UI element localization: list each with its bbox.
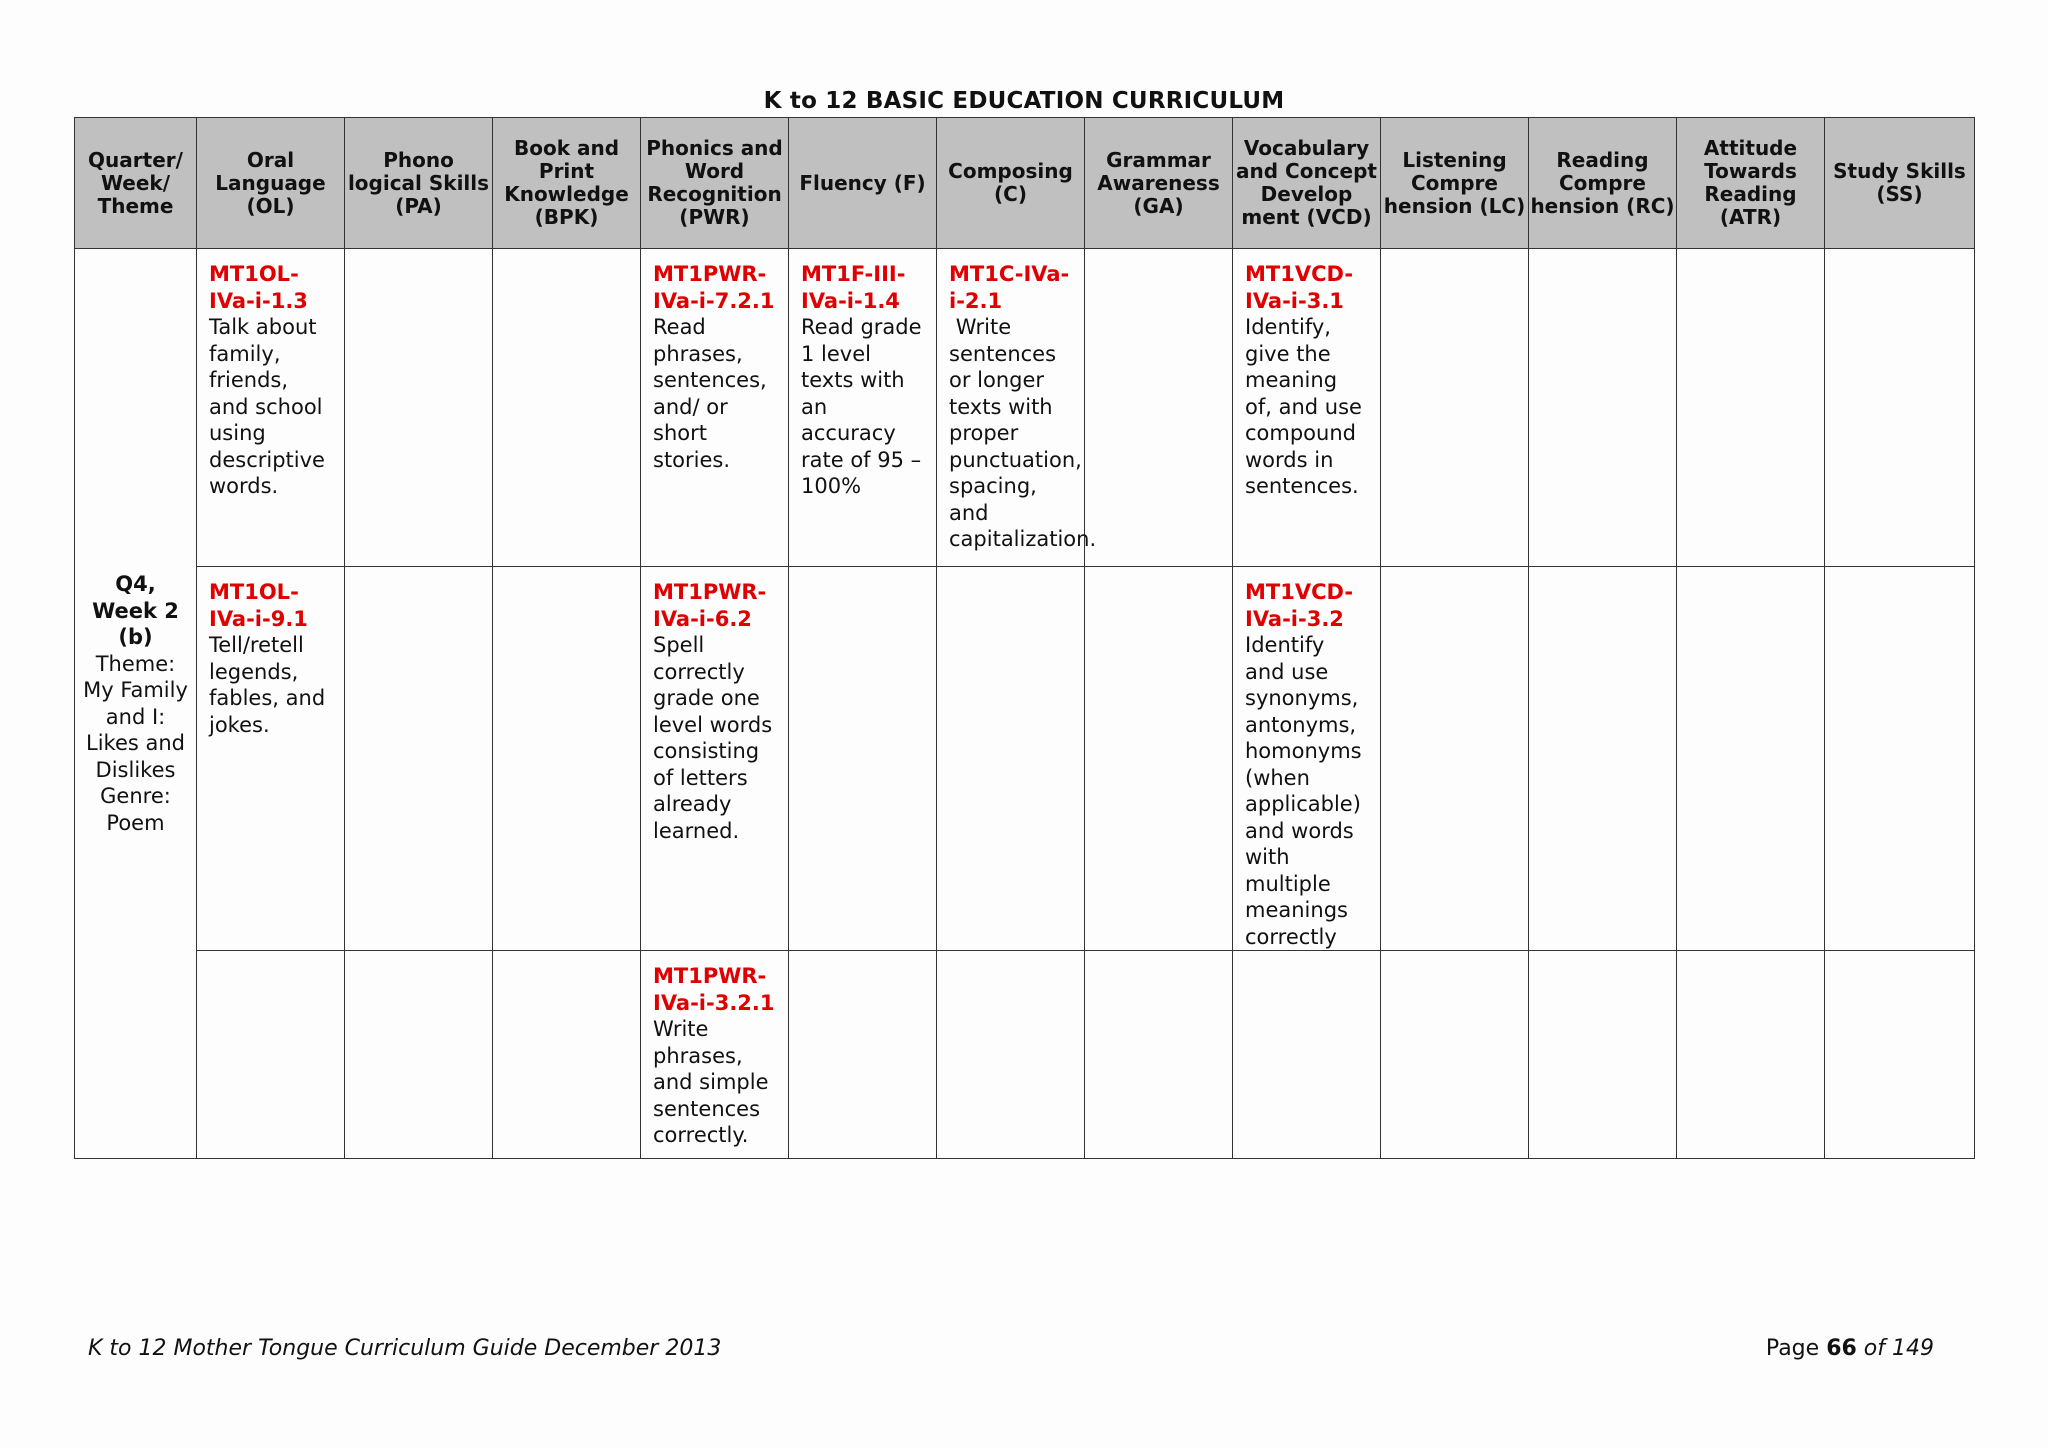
header-vocabulary-concept-development: Vocabulary and Concept Develop ment (VCD) [1233, 118, 1381, 249]
rc-cell [1529, 567, 1677, 951]
atr-cell [1677, 567, 1825, 951]
competency-description: Talk about family, friends, and school using descriptive words. [209, 315, 325, 498]
quarter-label: Q4, [115, 572, 156, 596]
competency-code: MT1OL-IVa-i-9.1 [209, 580, 308, 631]
rc-cell [1529, 249, 1677, 567]
bpk-cell [493, 567, 641, 951]
competency-description: Read grade 1 level texts with an accuracy rate of 95 – 100% [801, 315, 922, 498]
header-reading-comprehension: Reading Compre hension (RC) [1529, 118, 1677, 249]
header-row [75, 118, 1975, 249]
page-number [1766, 1336, 1934, 1361]
page-total: of 149 [1856, 1336, 1934, 1361]
c-cell [937, 567, 1085, 951]
page-prefix: Page [1765, 1336, 1827, 1361]
footer-guide-title: K to 12 Mother Tongue Curriculum Guide December 2013 [88, 1336, 722, 1361]
header-phonics-word-recognition: Phonics and Word Recognition (PWR) [641, 118, 789, 249]
bpk-cell [493, 951, 641, 1159]
header-attitude-towards-reading: Attitude Towards Reading (ATR) [1677, 118, 1825, 249]
page-title: K to 12 BASIC EDUCATION CURRICULUM [763, 88, 1285, 114]
header-grammar-awareness: Grammar Awareness (GA) [1085, 118, 1233, 249]
table-row [75, 249, 1975, 567]
pwr-cell [641, 567, 789, 951]
header-fluency: Fluency (F) [789, 118, 937, 249]
competency-description: Spell correctly grade one level words consisting of letters already learned. [653, 633, 773, 843]
atr-cell [1677, 951, 1825, 1159]
header-quarter-week-theme: Quarter/ Week/ Theme [75, 118, 197, 249]
theme-cell [75, 249, 197, 1159]
vcd-cell [1233, 249, 1381, 567]
ol-cell [197, 951, 345, 1159]
table-row [75, 951, 1975, 1159]
ga-cell [1085, 567, 1233, 951]
lc-cell [1381, 951, 1529, 1159]
competency-code: MT1PWR-IVa-i-3.2.1 [653, 964, 775, 1015]
competency-description: Identify, give the meaning of, and use compound words in sentences. [1245, 315, 1362, 498]
bpk-cell [493, 249, 641, 567]
atr-cell [1677, 249, 1825, 567]
ol-cell [197, 249, 345, 567]
ss-cell [1825, 567, 1975, 951]
pwr-cell [641, 951, 789, 1159]
ss-cell [1825, 951, 1975, 1159]
ol-cell [197, 567, 345, 951]
competency-code: MT1F-III-IVa-i-1.4 [801, 262, 906, 313]
lc-cell [1381, 249, 1529, 567]
competency-description: Write sentences or longer texts with proper punctuation, spacing, and capitalization. [949, 315, 1097, 551]
f-cell [789, 951, 937, 1159]
header-oral-language: Oral Language (OL) [197, 118, 345, 249]
header-composing: Composing (C) [937, 118, 1085, 249]
f-cell [789, 567, 937, 951]
theme-genre-text: Theme: My Family and I: Likes and Dislikes Genre: Poem [83, 651, 188, 835]
table-row [75, 567, 1975, 951]
header-book-print-knowledge: Book and Print Knowledge (BPK) [493, 118, 641, 249]
ga-cell [1085, 951, 1233, 1159]
competency-description: Write phrases, and simple sentences correctly. [653, 1017, 769, 1147]
week-label: Week 2 [92, 598, 179, 623]
header-study-skills: Study Skills (SS) [1825, 118, 1975, 249]
lc-cell [1381, 567, 1529, 951]
rc-cell [1529, 951, 1677, 1159]
f-cell [789, 249, 937, 567]
c-cell [937, 249, 1097, 567]
vcd-cell [1233, 951, 1381, 1159]
competency-code: MT1C-IVa-i-2.1 [949, 262, 1070, 313]
week-part-label: (b) [118, 625, 153, 649]
pa-cell [345, 951, 493, 1159]
ss-cell [1825, 249, 1975, 567]
competency-code: MT1PWR-IVa-i-7.2.1 [653, 262, 775, 313]
competency-code: MT1VCD-IVa-i-3.2 [1245, 580, 1354, 631]
competency-description: Tell/retell legends, fables, and jokes. [209, 633, 326, 737]
curriculum-table [74, 117, 1975, 1159]
vcd-cell [1233, 567, 1381, 951]
ga-cell [1085, 249, 1233, 567]
competency-code: MT1VCD-IVa-i-3.1 [1245, 262, 1354, 313]
pa-cell [345, 249, 493, 567]
competency-code: MT1OL-IVa-i-1.3 [209, 262, 308, 313]
page-current: 66 [1826, 1336, 1857, 1361]
header-phonological-skills: Phono logical Skills (PA) [345, 118, 493, 249]
pwr-cell [641, 249, 789, 567]
competency-description: Identify and use synonyms, antonyms, homonyms (when applicable) and words with multiple meanings correctly [1245, 633, 1362, 949]
pa-cell [345, 567, 493, 951]
header-listening-comprehension: Listening Compre hension (LC) [1381, 118, 1529, 249]
competency-description: Read phrases, sentences, and/ or short stories. [653, 315, 767, 472]
c-cell [937, 951, 1085, 1159]
competency-code: MT1PWR-IVa-i-6.2 [653, 580, 767, 631]
